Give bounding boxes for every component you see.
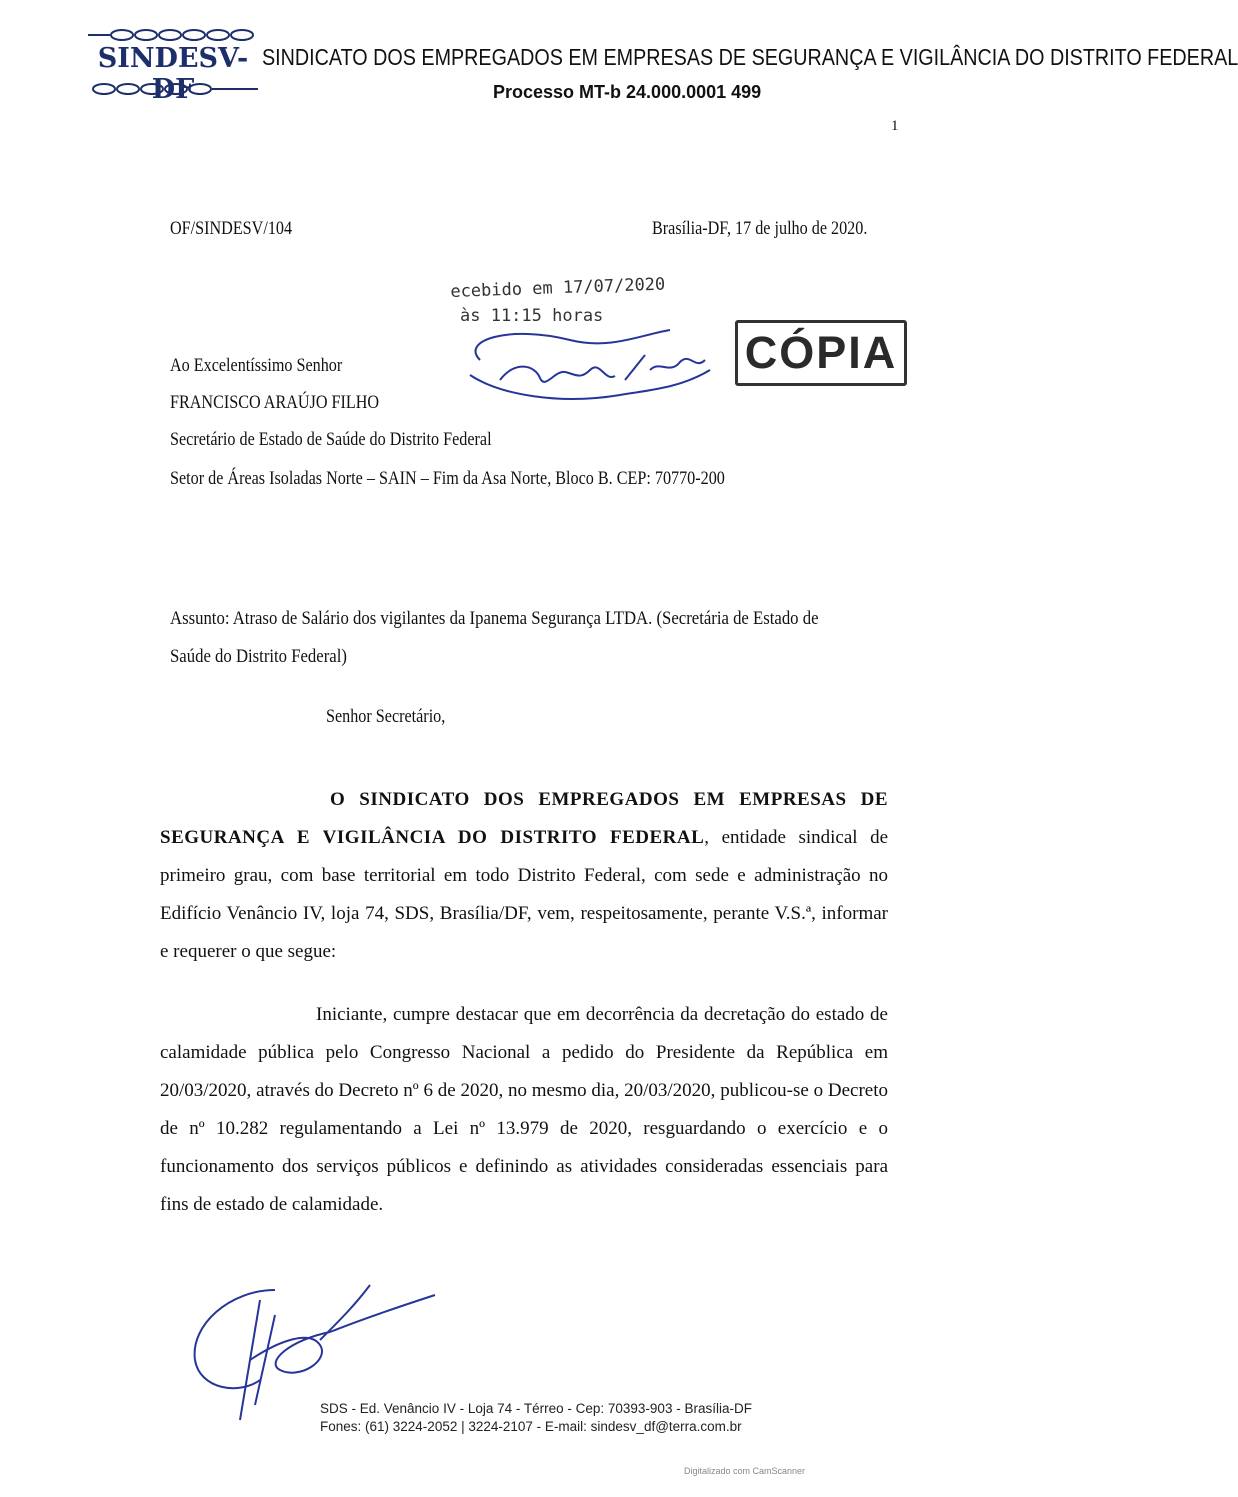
letter-reference: OF/SINDESV/104 bbox=[170, 218, 293, 239]
organization-name: SINDICATO DOS EMPREGADOS EM EMPRESAS DE SEGURANÇA E VIGILÂNCIA DO DISTRITO FEDERAL bbox=[262, 44, 1238, 70]
recipient-title: Secretário de Estado de Saúde do Distrito Federal bbox=[170, 429, 492, 450]
subject-label: Assunto: bbox=[170, 608, 230, 629]
page-number: 1 bbox=[891, 118, 899, 134]
receiver-signature-icon bbox=[440, 300, 740, 420]
recipient-name: FRANCISCO ARAÚJO FILHO bbox=[170, 392, 380, 413]
letter-date: Brasília-DF, 17 de julho de 2020. bbox=[652, 218, 868, 239]
paragraph-2-text: Iniciante, cumpre destacar que em decorrência da decretação do estado de calamidade pública pelo Congresso Nacional a pedido do Presidente da República em 20/03/2020, através do Decreto nº 6 de 2020, no mesmo dia, 20/03/2020, publicou-se o Decreto de nº 10.282 regulamentando a Lei nº 13.979 de 2020, resguardando o exercício e o funcionamento dos serviços públicos e definindo as atividades consideradas essenciais para fins de estado de calamidade. bbox=[160, 1004, 888, 1215]
recipient-address: Setor de Áreas Isoladas Norte – SAIN – Fim da Asa Norte, Bloco B. CEP: 70770-200 bbox=[170, 468, 725, 489]
footer-address: SDS - Ed. Venâncio IV - Loja 74 - Térreo - Cep: 70393-903 - Brasília-DF bbox=[320, 1401, 752, 1416]
footer-contacts: Fones: (61) 3224-2052 | 3224-2107 - E-mail: sindesv_df@terra.com.br bbox=[320, 1419, 742, 1434]
subject-line-1: Atraso de Salário dos vigilantes da Ipanema Segurança LTDA. (Secretária de Estado de bbox=[232, 608, 819, 629]
greeting: Senhor Secretário, bbox=[326, 706, 446, 727]
recipient-salutation: Ao Excelentíssimo Senhor bbox=[170, 355, 343, 376]
subject-line-2: Saúde do Distrito Federal) bbox=[170, 646, 347, 667]
copia-stamp: CÓPIA bbox=[735, 320, 907, 386]
received-time: às 11:15 horas bbox=[460, 306, 604, 326]
paragraph-1-heading: O SINDICATO DOS EMPREGADOS EM EMPRESAS DE SEGURANÇA E VIGILÂNCIA DO DISTRITO FEDERAL bbox=[160, 789, 888, 848]
paragraph-2 bbox=[160, 996, 888, 1224]
process-number: Processo MT-b 24.000.0001 499 bbox=[493, 82, 762, 102]
chain-ornament-icon bbox=[88, 28, 258, 42]
sindesv-logo bbox=[88, 28, 258, 105]
chain-ornament-icon bbox=[88, 82, 258, 96]
subject-block bbox=[170, 600, 900, 676]
paragraph-1 bbox=[160, 781, 888, 971]
paragraph-1-text: , entidade sindical de primeiro grau, com base territorial em todo Distrito Federal, com sede e administração no Edifício Venâncio IV, loja 74, SDS, Brasília/DF, vem, respeitosamente, perante V.S.ª, informar e requerer o que segue: bbox=[160, 827, 888, 962]
logo-text: SINDESV-DF bbox=[97, 43, 249, 105]
received-date: ecebido em 17/07/2020 bbox=[450, 274, 666, 302]
scanner-watermark: Digitalizado com CamScanner bbox=[684, 1466, 806, 1476]
